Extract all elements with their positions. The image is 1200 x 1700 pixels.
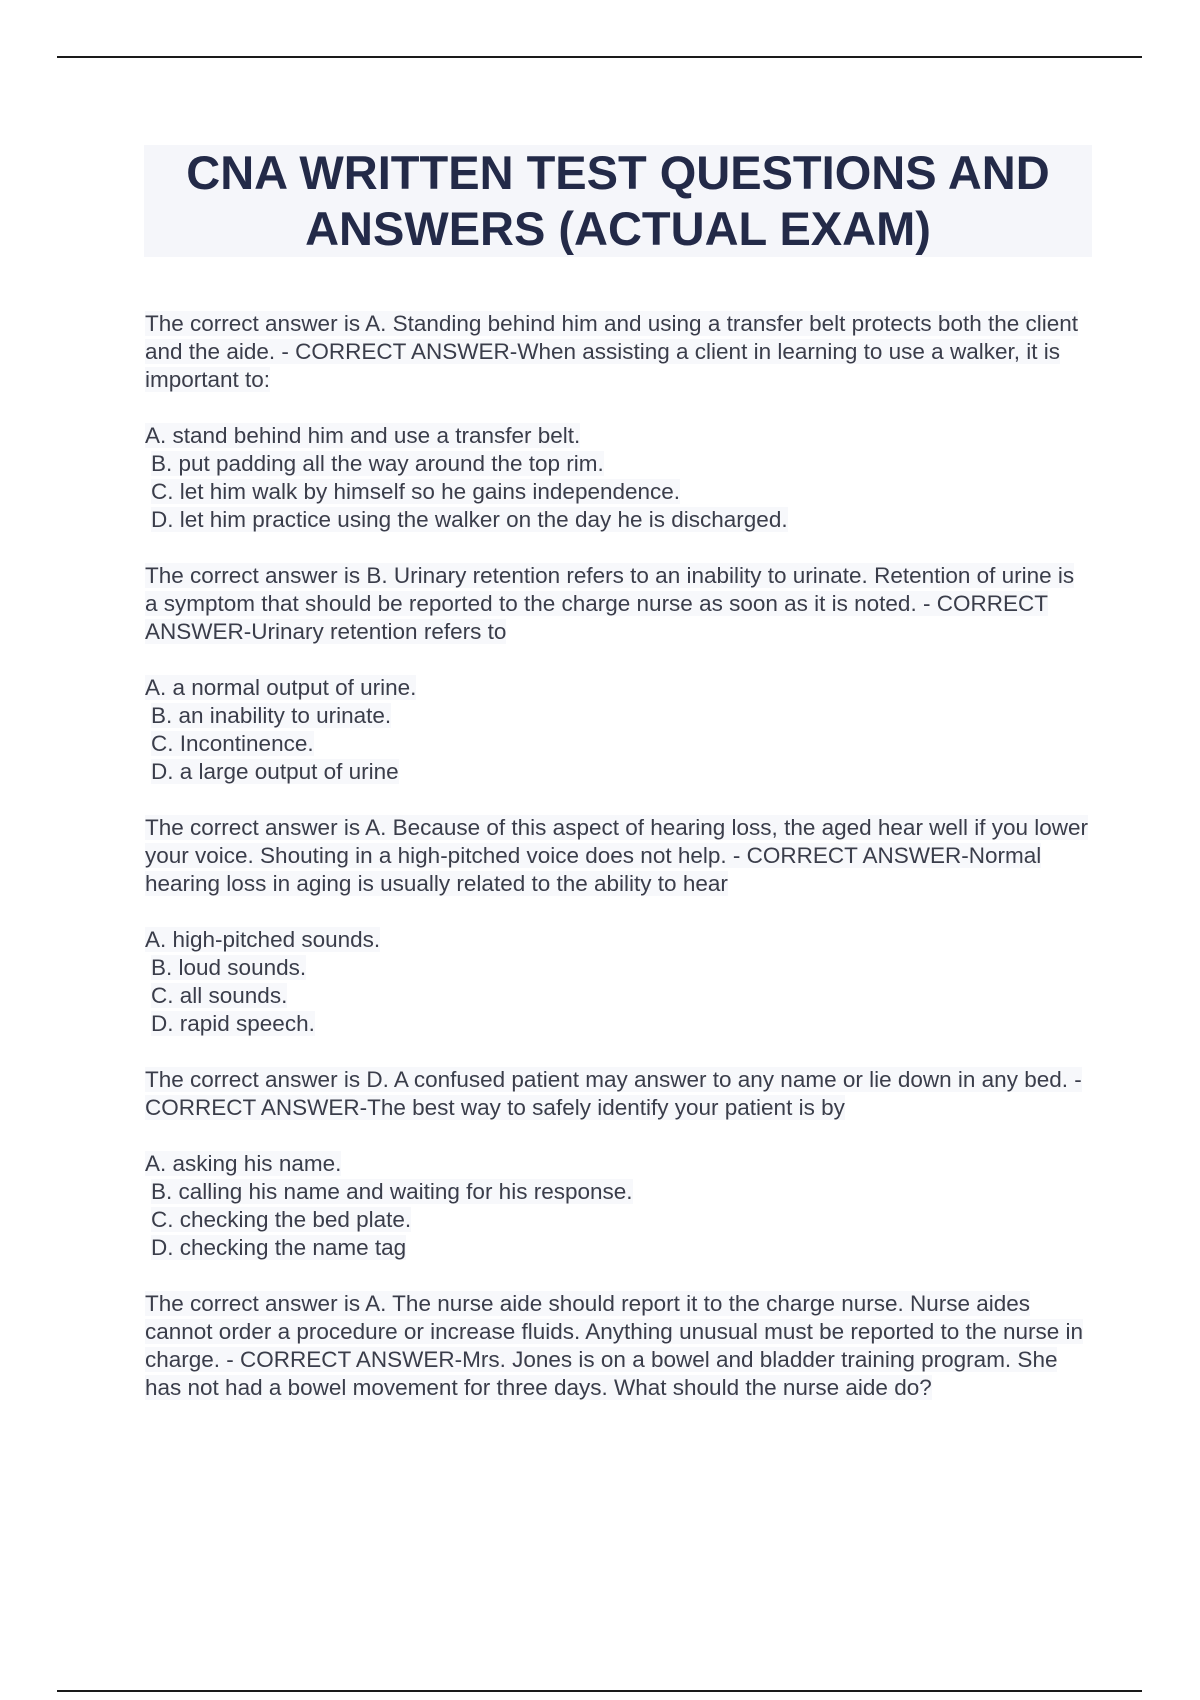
option-b: B. an inability to urinate.	[151, 703, 392, 728]
option-d: D. rapid speech.	[151, 1011, 315, 1036]
question-block-4	[145, 1066, 1090, 1262]
answer-options	[145, 1150, 1090, 1262]
question-block-2	[145, 562, 1090, 786]
answer-options	[145, 674, 1090, 786]
option-a: A. asking his name.	[145, 1151, 342, 1176]
top-rule	[57, 56, 1142, 58]
option-d: D. checking the name tag	[151, 1235, 407, 1260]
option-c: C. let him walk by himself so he gains independence.	[151, 479, 681, 504]
option-d: D. let him practice using the walker on the day he is discharged.	[151, 507, 788, 532]
option-c: C. all sounds.	[151, 983, 288, 1008]
title-banner	[144, 145, 1092, 257]
questions-section	[145, 310, 1090, 1430]
question-block-3	[145, 814, 1090, 1038]
option-a: A. high-pitched sounds.	[145, 927, 381, 952]
question-text: The correct answer is D. A confused patient may answer to any name or lie down in any bed. - CORRECT ANSWER-The best way to safely identify your patient is by	[145, 1067, 1082, 1120]
answer-options	[145, 422, 1090, 534]
option-a: A. a normal output of urine.	[145, 675, 417, 700]
question-text: The correct answer is A. Because of this aspect of hearing loss, the aged hear well if you lower your voice. Shouting in a high-pitched voice does not help. - CORRECT ANSWER-Normal hearing loss in aging is usually related to the ability to hear	[145, 815, 1088, 896]
option-c: C. checking the bed plate.	[151, 1207, 412, 1232]
page-title: CNA WRITTEN TEST QUESTIONS AND ANSWERS (ACTUAL EXAM)	[186, 146, 1050, 255]
bottom-rule	[57, 1690, 1142, 1692]
option-b: B. put padding all the way around the top rim.	[151, 451, 604, 476]
question-block-5	[145, 1290, 1090, 1402]
answer-options	[145, 926, 1090, 1038]
option-b: B. calling his name and waiting for his response.	[151, 1179, 633, 1204]
option-a: A. stand behind him and use a transfer belt.	[145, 423, 581, 448]
question-text: The correct answer is B. Urinary retention refers to an inability to urinate. Retention of urine is a symptom that should be reported to the charge nurse as soon as it is noted. - CORRECT ANSWER-Urinary retention refers to	[145, 563, 1075, 644]
option-c: C. Incontinence.	[151, 731, 314, 756]
question-text: The correct answer is A. Standing behind him and using a transfer belt protects both the client and the aide. - CORRECT ANSWER-When assisting a client in learning to use a walker, it is important to:	[145, 311, 1079, 392]
option-d: D. a large output of urine	[151, 759, 399, 784]
option-b: B. loud sounds.	[151, 955, 307, 980]
question-text: The correct answer is A. The nurse aide should report it to the charge nurse. Nurse aides cannot order a procedure or increase fluids. Anything unusual must be reported to the nurse in charge. - CORRECT ANSWER-Mrs. Jones is on a bowel and bladder training program. She has not had a bowel movement for three days. What should the nurse aide do?	[145, 1291, 1084, 1400]
question-block-1	[145, 310, 1090, 534]
